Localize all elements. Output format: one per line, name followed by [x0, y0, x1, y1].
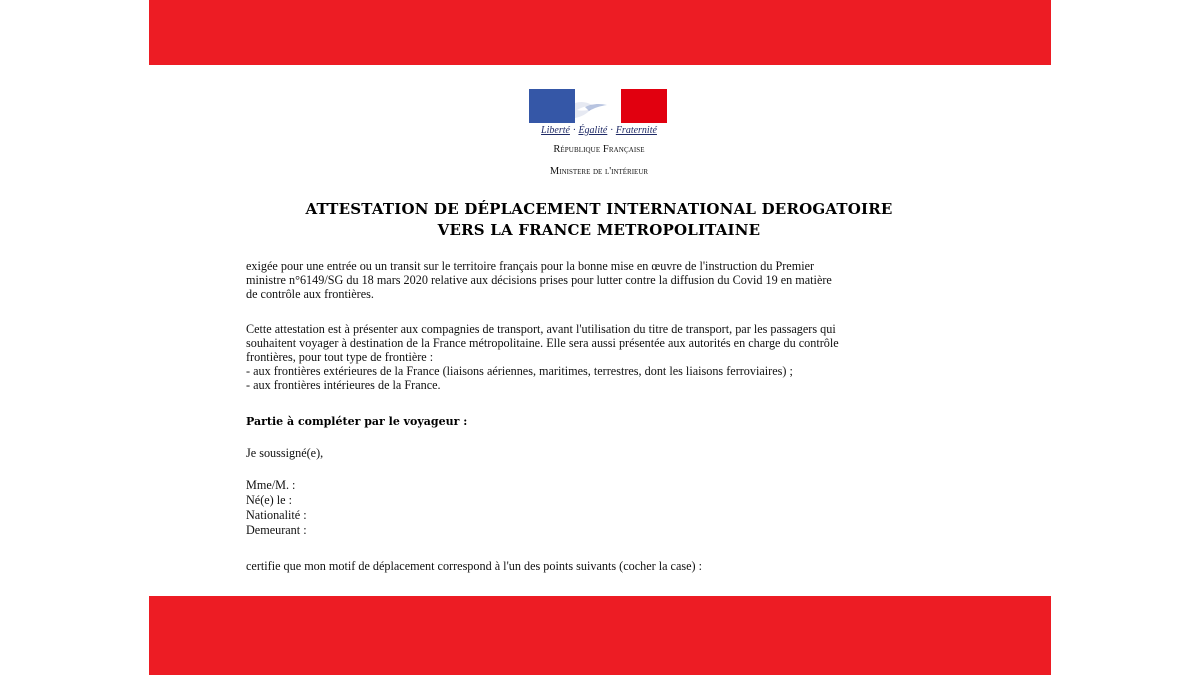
paragraph-line: exigée pour une entrée ou un transit sur le territoire français pour la bonne mise en œuvre de l'instruction du Premier	[246, 259, 815, 273]
field-name-label: Mme/M. :	[246, 478, 296, 492]
marianne-flag-icon	[529, 89, 667, 123]
paragraph-line: souhaitent voyager à destination de la France métropolitaine. Elle sera aussi présentée aux autorités en charge du contrôle	[246, 336, 839, 350]
motto-liberte: Liberté	[541, 125, 570, 136]
paragraph-line: frontières, pour tout type de frontière :	[246, 350, 434, 364]
paragraph-line: de contrôle aux frontières.	[246, 287, 374, 301]
motto-separator: ·	[610, 125, 613, 136]
paragraph-requirement	[246, 259, 954, 301]
field-nationality-label: Nationalité :	[246, 508, 307, 522]
motto	[519, 125, 679, 136]
document-title	[209, 199, 989, 241]
signatory-intro: Je soussigné(e),	[246, 446, 324, 460]
traveller-fields	[246, 478, 307, 538]
paragraph-presentation	[246, 322, 954, 392]
motto-separator: ·	[572, 125, 576, 136]
republic-label: République Française	[553, 144, 645, 155]
field-address-label: Demeurant :	[246, 523, 307, 537]
traveller-section-heading: Partie à compléter par le voyageur :	[246, 415, 468, 428]
bottom-red-band	[149, 596, 1051, 675]
motto-egalite: Égalité	[578, 125, 608, 136]
flag-red-stripe-icon	[621, 89, 667, 123]
paragraph-line: - aux frontières extérieures de la France (liaisons aériennes, maritimes, terrestres, dont les liaisons ferroviaires) ;	[246, 364, 793, 378]
top-red-band	[149, 0, 1051, 65]
field-birthdate-label: Né(e) le :	[246, 493, 293, 507]
paragraph-line: - aux frontières intérieures de la France.	[246, 378, 441, 392]
motto-fraternite: Fraternité	[615, 125, 657, 136]
title-line-2: VERS LA FRANCE METROPOLITAINE	[437, 221, 761, 239]
certification-statement: certifie que mon motif de déplacement correspond à l'un des points suivants (cocher la case) :	[246, 559, 703, 573]
paragraph-line: Cette attestation est à présenter aux compagnies de transport, avant l'utilisation du titre de transport, par les passagers qui	[246, 322, 836, 336]
ministry-label: Ministere de l'intérieur	[549, 166, 649, 177]
paragraph-line: ministre n°6149/SG du 18 mars 2020 relative aux décisions prises pour lutter contre la diffusion du Covid 19 en matière	[246, 273, 832, 287]
flag-blue-stripe-icon	[529, 89, 575, 123]
title-line-1: ATTESTATION DE DÉPLACEMENT INTERNATIONAL DEROGATOIRE	[305, 200, 893, 218]
document-page	[149, 65, 1051, 596]
